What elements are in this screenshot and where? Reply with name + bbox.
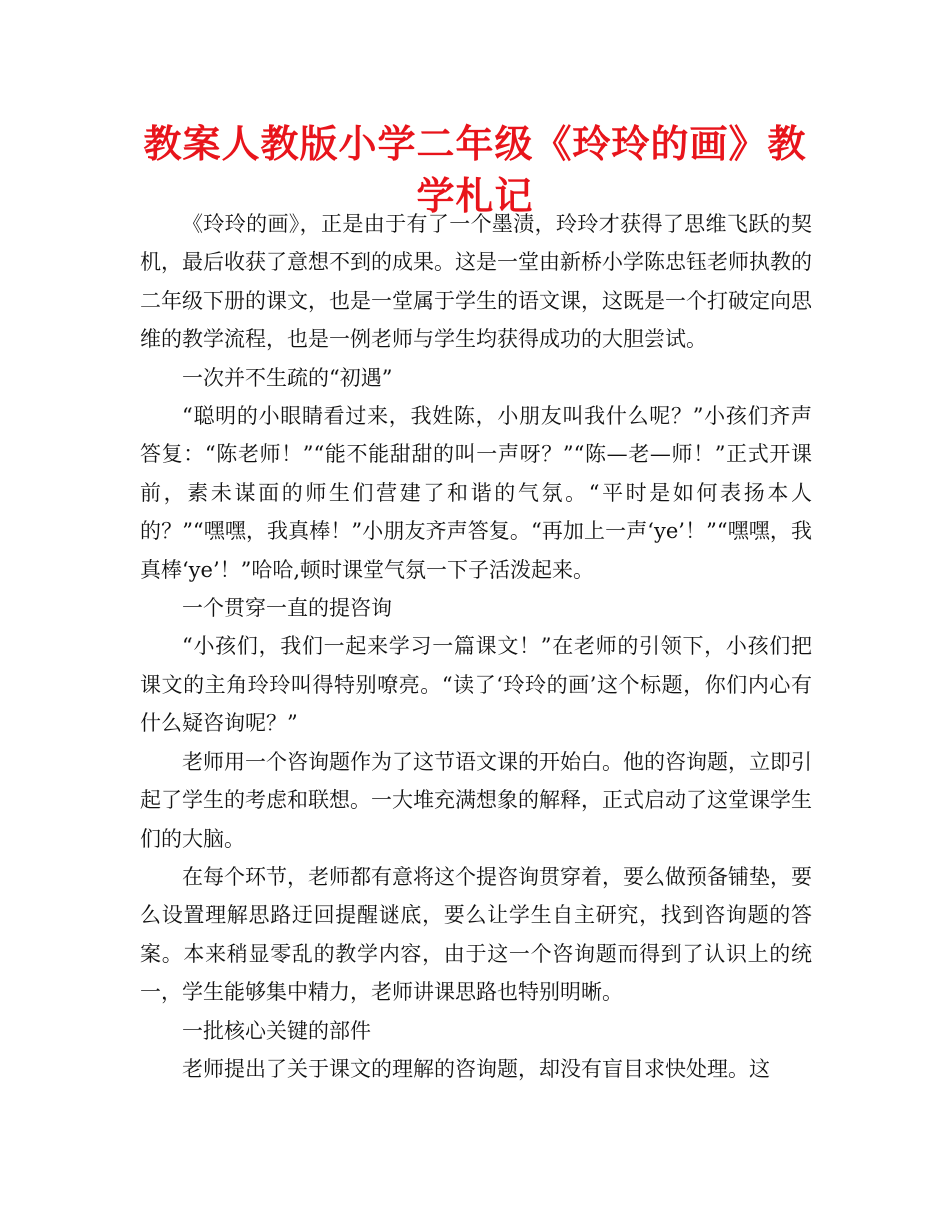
paragraph-dialogue: “聪明的小眼睛看过来，我姓陈，小朋友叫我什么呢？”小孩们齐声答复：“陈老师！”“能不能甜甜的叫一声呀？”“陈—老—师！”正式开课前，素未谋面的师生们营建了和谐的气氛。“平时是如何表扬本人的？”“嘿嘿，我真棒！”小朋友齐声答复。“再加上一声‘ye’！”“嘿嘿，我真棒‘ye’！”哈哈,顿时课堂气氛一下子活泼起来。	[140, 404, 812, 582]
paragraph-question-intro: “小孩们，我们一起来学习一篇课文！”在老师的引领下，小孩们把课文的主角玲玲叫得特别嘹亮。“读了‘玲玲的画’这个标题，你们内心有什么疑咨询呢？”	[140, 634, 812, 736]
document-title: 教案人教版小学二年级《玲玲的画》教学札记	[143, 122, 807, 218]
paragraph-intro: 《玲玲的画》，正是由于有了一个墨渍，玲玲才获得了思维飞跃的契机，最后收获了意想不到的成果。这是一堂由新桥小学陈忠钰老师执教的二年级下册的课文，也是一堂属于学生的语文课，这既是一个打破定向思维的教学流程，也是一例老师与学生均获得成功的大胆尝试。	[140, 212, 812, 352]
paragraph-closing-fragment: 老师提出了关于课文的理解的咨询题，却没有盲目求快处理。这	[182, 1056, 770, 1081]
paragraph-each-step: 在每个环节，老师都有意将这个提咨询贯穿着，要么做预备铺垫，要么设置理解思路迂回提醒谜底，要么让学生自主研究，找到咨询题的答案。本来稍显零乱的教学内容，由于这一个咨询题而得到了认识上的统一，学生能够集中精力，老师讲课思路也特别明晰。	[140, 864, 812, 1005]
section-heading-question: 一个贯穿一直的提咨询	[182, 596, 392, 621]
paragraph-opening: 老师用一个咨询题作为了这节语文课的开始白。他的咨询题，立即引起了学生的考虑和联想。一大堆充满想象的解释，正式启动了这堂课学生们的大脑。	[140, 749, 812, 851]
section-heading-first-meeting: 一次并不生疏的“初遇”	[182, 365, 393, 390]
section-heading-core-parts: 一批核心关键的部件	[182, 1018, 371, 1043]
document-body	[140, 205, 812, 1088]
